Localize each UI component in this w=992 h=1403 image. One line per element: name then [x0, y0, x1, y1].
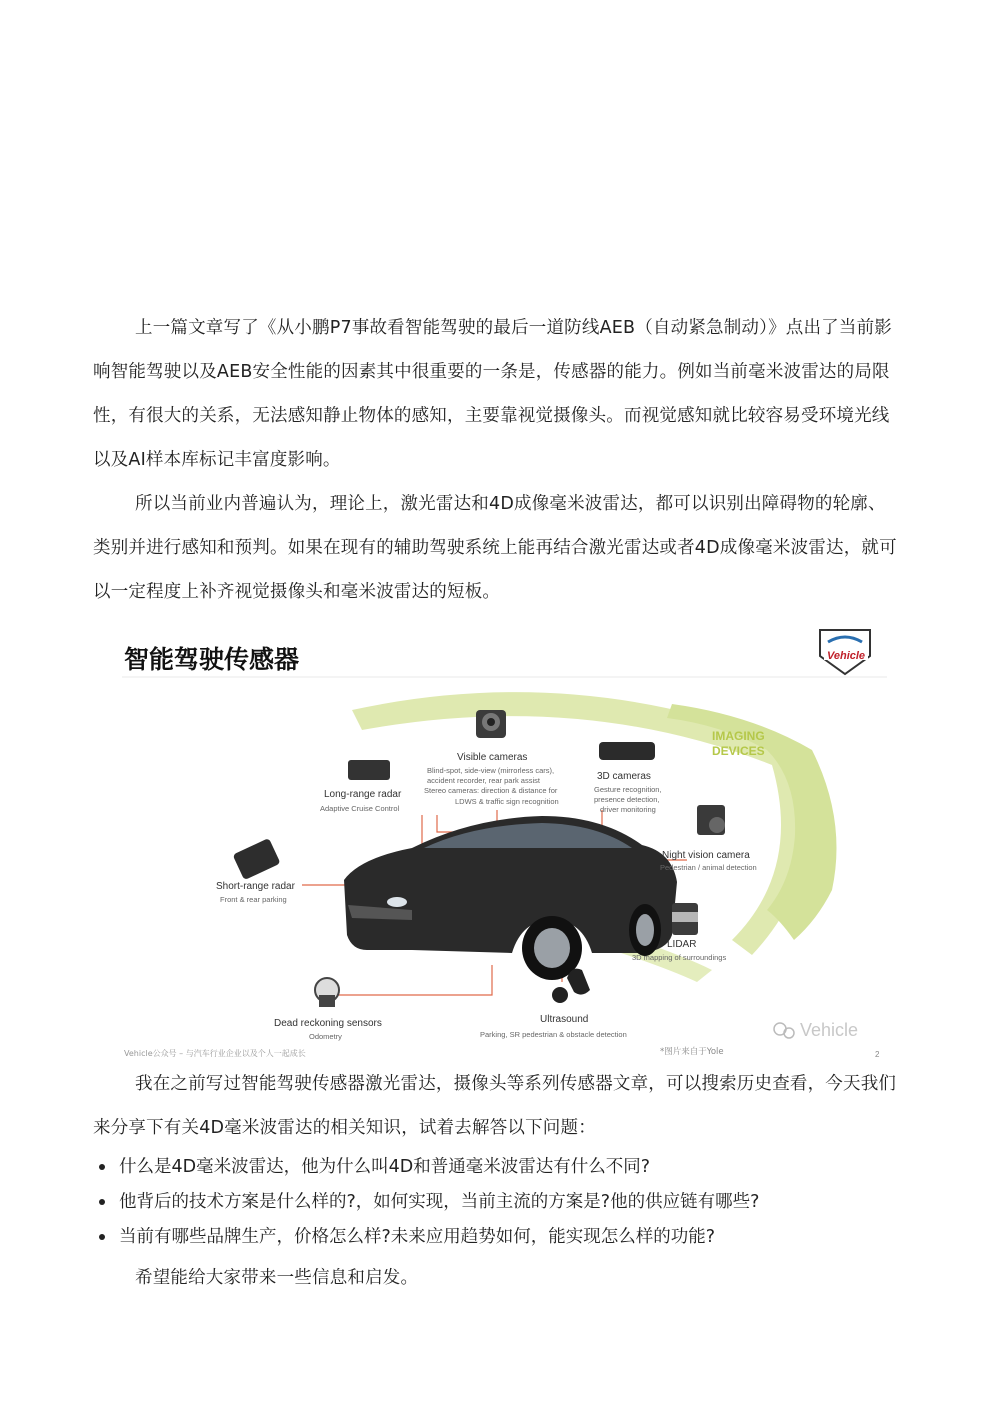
visible-cameras-label: Visible cameras	[457, 752, 528, 763]
3d-cameras-desc-3: driver monitoring	[600, 805, 656, 814]
visible-cameras-desc-4: LDWS & traffic sign recognition	[455, 797, 559, 806]
night-vision-label: Night vision camera	[662, 850, 750, 861]
industry-view-paragraph: 所以当前业内普遍认为，理论上，激光雷达和4D成像毫米波雷达，都可以识别出障碍物的轮廓、类别并进行感知和预判。如果在现有的辅助驾驶系统上能再结合激光雷达或者4D成像毫米波雷达，就可以一定程度上补齐视觉摄像头和毫米波雷达的短板。	[93, 494, 897, 602]
wechat-watermark	[774, 1020, 858, 1040]
short-range-radar-desc: Front & rear parking	[220, 895, 287, 904]
short-range-radar-icon	[233, 838, 281, 880]
topic-paragraph: 我在之前写过智能驾驶传感器激光雷达，摄像头等系列传感器文章，可以搜索历史查看，今天我们来分享下有关4D毫米波雷达的相关知识，试着去解答以下问题：	[93, 1074, 897, 1138]
long-range-radar-desc: Adaptive Cruise Control	[320, 804, 400, 813]
3d-camera-icon	[599, 742, 655, 760]
dead-reckoning-desc: Odometry	[309, 1032, 342, 1041]
long-range-radar-icon	[348, 760, 390, 780]
lidar-label: LIDAR	[667, 939, 697, 950]
visible-cameras-desc-2: accident recorder, rear park assist	[427, 776, 540, 785]
watermark-text: Vehicle	[800, 1020, 859, 1040]
logo-text: Vehicle	[826, 650, 866, 662]
night-vision-icon	[697, 805, 725, 835]
image-credit: *图片来自于Yole	[660, 1047, 724, 1057]
figure-title: 智能驾驶传感器	[124, 645, 300, 674]
3d-cameras-desc-1: Gesture recognition,	[594, 785, 662, 794]
visible-cameras-desc-3: Stereo cameras: direction & distance for	[424, 786, 558, 795]
night-vision-desc: Pedestrian / animal detection	[660, 863, 757, 872]
question-list	[93, 1150, 901, 1255]
long-range-radar-label: Long-range radar	[324, 789, 402, 800]
imaging-label-1: IMAGING	[712, 729, 765, 743]
lidar-icon	[672, 903, 698, 935]
car-illustration	[344, 816, 677, 980]
ultrasound-desc: Parking, SR pedestrian & obstacle detection	[480, 1030, 627, 1039]
list-item: 当前有哪些品牌生产，价格怎么样?未来应用趋势如何，能实现怎么样的功能?	[93, 1220, 901, 1255]
3d-cameras-label: 3D cameras	[597, 771, 651, 782]
visible-cameras-desc-1: Blind-spot, side-view (mirrorless cars),	[427, 766, 555, 775]
slide-page-number: 2	[875, 1050, 880, 1059]
visible-camera-icon	[476, 710, 506, 738]
lidar-desc: 3D mapping of surroundings	[632, 953, 727, 962]
list-item: 他背后的技术方案是什么样的?，如何实现，当前主流的方案是?他的供应链有哪些?	[93, 1185, 901, 1220]
intro-paragraph: 上一篇文章写了《从小鹏P7事故看智能驾驶的最后一道防线AEB（自动紧急制动）》点出了当前影响智能驾驶以及AEB安全性能的因素其中很重要的一条是，传感器的能力。例如当前毫米波雷达的局限性，有很大的关系，无法感知静止物体的感知，主要靠视觉摄像头。而视觉感知就比较容易受环境光线以及AI样本库标记丰富度影响。	[93, 318, 892, 470]
vehicle-logo	[820, 630, 870, 674]
dead-reckoning-icon	[315, 978, 339, 1007]
closing-paragraph: 希望能给大家带来一些信息和启发。	[135, 1268, 419, 1288]
ultrasound-label: Ultrasound	[540, 1014, 589, 1025]
3d-cameras-desc-2: presence detection,	[594, 795, 660, 804]
imaging-label-2: DEVICES	[712, 744, 765, 758]
dead-reckoning-label: Dead reckoning sensors	[274, 1018, 382, 1029]
sensor-figure	[112, 620, 892, 1066]
list-item: 什么是4D毫米波雷达，他为什么叫4D和普通毫米波雷达有什么不同?	[93, 1150, 901, 1185]
short-range-radar-label: Short-range radar	[216, 881, 295, 892]
figure-footer-left: Vehicle公众号 – 与汽车行业企业以及个人一起成长	[124, 1049, 306, 1058]
